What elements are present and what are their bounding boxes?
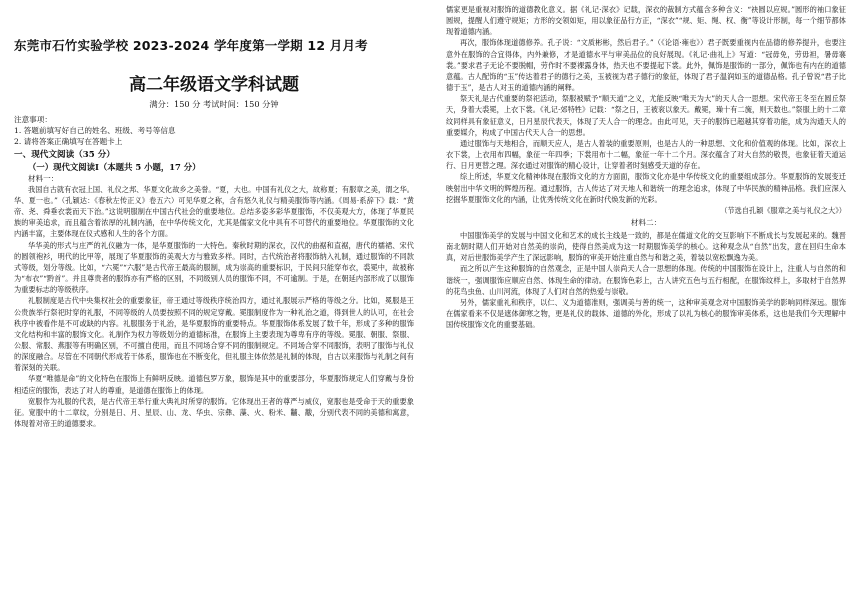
left-column (14, 0, 414, 608)
notice-heading: 注意事项： (14, 115, 52, 124)
school-title: 东莞市石竹实验学校 2023-2024 学年度第一学期 12 月月考 (14, 38, 368, 53)
body-paragraph: 另外，儒家重礼和秩序，以仁、义为道德准则，强调美与善的统一，这种审美观念对中国服饰美学的影响同样深远。服饰在儒家看来不仅是遮体御寒之物，更是礼仪的载体、道德的外化，形成了以礼为核心的服饰审美体系，这也是我们今天理解中国传统服饰文化的重要基础。 (446, 297, 846, 330)
body-paragraph: 再次，服饰体现道德修养。孔子说：“文质彬彬，然后君子。”（《论语·雍也》）君子既要重视内在品德的修养提升，也要注意外在服饰的合宜得体，内外兼修，才是道德水平与审美品位的良好展现。《礼记·曲礼上》写道：“冠毋免，劳毋袒，暑毋褰裳。”要求君子无论不要脱帽，劳作时不要裸露身体，热天也不要提起下裳。此外，佩饰是服饰的一部分，佩饰也有内在的道德意蕴。古人配饰的“玉”传达着君子的德行之美，玉被视为君子德行的象征，体现了君子温润如玉的道德品格。孔子曾说“君子比德于玉”，是古人对玉的道德内涵的阐释。 (446, 38, 846, 93)
exam-info: 满分：150 分 考试时间：150 分钟 (149, 99, 279, 109)
exam-title: 高二年级语文学科试题 (129, 75, 299, 95)
material-label: 材料二： (630, 217, 662, 227)
subsection-heading: （一）现代文阅读Ⅰ（本题共 5 小题，17 分） (28, 161, 201, 172)
right-column (446, 0, 846, 608)
body-paragraph: 中国服饰美学的发展与中国文化和艺术的成长主线是一致的，都是在儒道文化的交互影响下不断成长与发展起来的。魏晋南北朝时期人们开始对自然美的崇尚，使得自然美成为这一时期服饰美学的核心。这种观念从“自然”出发，意在回归生命本真，对后世服饰美学产生了深远影响，服饰的审美开始注重自然与和谐之美，着装以宽松飘逸为美。 (446, 230, 846, 263)
section-heading: 一、现代文阅读（35 分） (14, 149, 115, 160)
body-paragraph: 华华美的形式与庄严的礼仪融为一体，是华夏服饰的一大特色。秦秋时期的深衣，汉代的曲裾和直裾，唐代的襦裙、宋代的圆领袍衫，明代的比甲等，展现了华夏服饰的美观大方与雅致多样。同时，古代统治者将服饰纳入礼制，通过服饰的不同款式等级，划分等级。比如，“六冕”“六服”是古代帝王最高的服制，成为崇高的重要标识，于民间只能穿布衣，裘冕中，故被称为“布衣”“黔首”。并且尊贵者的服饰亦有严格的区别，不同级别人员的服饰不同，不可逾制。于是，在朝延内部形成了以服饰为重要标志的等级秩序。 (14, 240, 414, 295)
body-paragraph: 我国自古就有衣冠上国、礼仪之邦、华夏文化故乡之美誉。“夏，大也。中国有礼仪之大，故称夏；有服章之美，谓之华。华、夏一也。”（孔颖达：《春秋左传正义》卷五六）可见华夏之称，含有悠久礼仪与精美服饰等内涵。《周易·系辞下》载：“黄帝、尧、舜垂衣裳而天下治。”这说明服制在中国古代社会的重要地位。总结多姿多彩华夏服饰，不仅美观大方，体现了华夏民族的审美追求，而且蕴含着浓厚的礼制内涵，在中华传统文化，尤其是儒家文化中具有不可替代的重要地位。华夏服饰的文化内涵丰富，主要体现在仪式感和人生的各个方面。 (14, 184, 414, 239)
body-paragraph: 祭天礼是古代重要的祭祀活动，祭服被赋予“顺天道”之义，尤能反映“唯天为大”的天人合一思想。宋代帝王冬至在圆丘祭天，身着大裘冕，上衣下裳。《礼记·郊特牲》记载：“祭之日，王被衮以象天。戴冕，璪十有二旒，则天数也。”祭服上的十二章纹同样具有象征意义，日月星辰代表天，体现了天人合一的理念。由此可见，天子的服饰已超越其穿着功能，成为沟通天人的重要媒介，构成了中国古代天人合一的思想。 (446, 94, 846, 137)
source-citation: （节选自孔颖《服章之美与礼仪之大》） (720, 205, 846, 215)
notice-item: 1. 答题前填写好自己的姓名、班级、考号等信息 (14, 126, 176, 136)
body-paragraph: 综上所述，华夏文化精神体现在服饰文化的方方面面，服饰文化亦是中华传统文化的重要组成部分。华夏服饰的发展变迁映射出中华文明的辉煌历程。通过服饰，古人传达了对天地人和谐统一的理念追求，体现了中华民族的精神品格。我们应深入挖掘华夏服饰文化的内涵，让优秀传统文化在新时代焕发新的光彩。 (446, 172, 846, 204)
notice-item: 2. 请将答案正确填写在答题卡上 (14, 137, 123, 147)
body-paragraph: 而之所以产生这种服饰的自然观念，正是中国人崇尚天人合一思想的体现。传统的中国服饰在设计上，注重人与自然的和谐统一，强调服饰应顺应自然、体现生命的律动。在服饰色彩上，古人讲究五色与五行相配，在服饰纹样上，多取材于自然界的花鸟虫鱼、山川河流，体现了人们对自然的热爱与崇敬。 (446, 264, 846, 296)
body-paragraph: 华夏“唯德是命”的文化特色在服饰上有鲜明反映。道德包罗万象，服饰是其中的重要部分，华夏服饰规定人们穿戴与身份相适应的服饰，表达了对人的尊重，是道德在服饰上的体现。 (14, 374, 414, 395)
material-label: 材料一： (28, 173, 59, 183)
body-paragraph: 通过服饰与天地相合，而顺天应人，是古人着装的重要原则，也是古人的一种思想、文化和价值观的体现。比如，深衣上衣下裳，上衣用布四幅，象征一年四季；下裳用布十二幅，象征一年十二个月。深衣蕴含了对大自然的敬畏，也象征着天道运行、日月更替之理。深衣通过对服饰的精心设计，让穿着者时刻感受天道的存在。 (446, 138, 846, 171)
body-paragraph: 儒家更是重视对服饰的道德教化意义。据《礼记·深衣》记载，深衣的裁制方式蕴含多种含义：“袂圆以应规。”圆形的袖口象征圆规，提醒人们遵守规矩；方形的交领如矩，用以象征品行方正，“深衣”“规、矩、绳、权、衡”等设计形制，每一个细节都体现着道德内涵。 (446, 5, 846, 37)
body-paragraph: 礼服制度是古代中央集权社会的重要象征，帝王通过等级秩序统治四方，通过礼服展示严格的等级之分。比如，冕服是王公贵族举行祭祀时穿的礼服，不同等级的人员要按照不同的规定穿戴。冕服制度作为一种礼治之道，得到世人的认可，在社会秩序中被看作是不可或缺的内容。礼服服务于礼治，是华夏服饰的重要特点。华夏服饰体系发展了数千年，形成了多种的服饰文化结构和丰富的服饰文化。礼制作为权力等级划分的道德标准，在服饰上主要表现为尊卑有序的等级。冕服、朝服、祭服、公服、常服、燕服等有明确区别，不可擅自使用，而且不同场合穿不同的服制规定。不同场合穿不同服饰，表明了服饰与礼仪的深度融合。尽管在不同朝代形成若干体系，服饰也在不断变化，但礼服主体依然是礼制的体现，自古以来服饰与礼制之间有着深刻的关联。 (14, 296, 414, 373)
body-paragraph: 宽服作为礼服的代表，是古代帝王举行重大典礼时所穿的服饰。它体现出王者的尊严与威仪，宽服也是受命于天的重要象征。宽服中的十二章纹，分别是日、月、星辰、山、龙、华虫、宗彝、藻、火、粉米、黼、黻，分别代表不同的美德和寓意，体现着对帝王的道德要求。 (14, 396, 414, 429)
